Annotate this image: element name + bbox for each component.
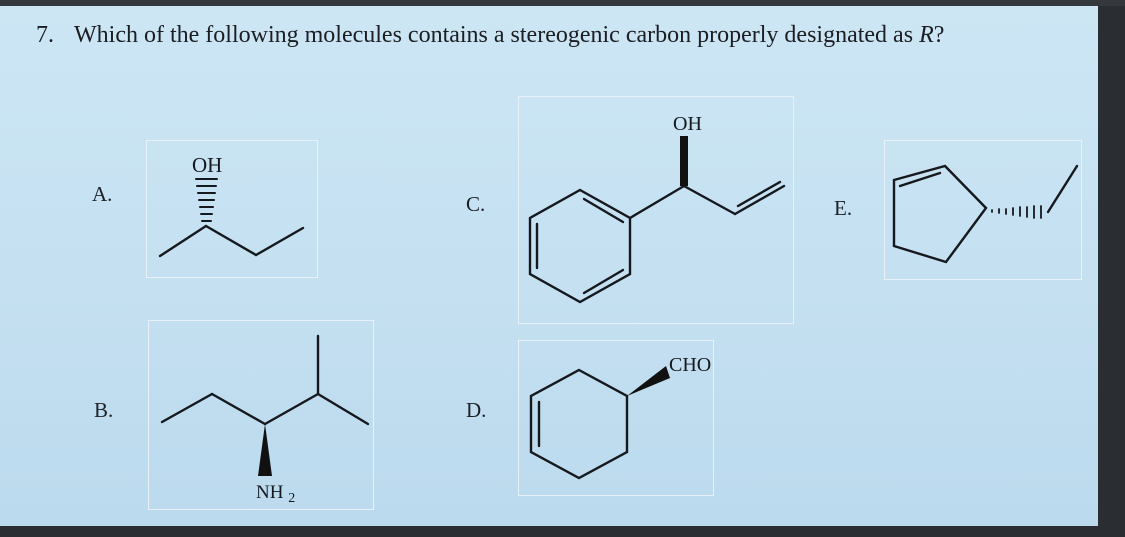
wedge-bond: [258, 424, 272, 476]
wedge-bond: [680, 136, 688, 186]
option-b-label: B.: [94, 398, 114, 422]
option-c-label: C.: [466, 192, 486, 216]
question-punctuation: ?: [933, 22, 945, 48]
option-d-molecule: [531, 370, 627, 478]
option-a-molecule: [160, 179, 303, 256]
option-c-oh-label: OH: [673, 113, 702, 135]
hashed-bond: [992, 206, 1041, 218]
question-designation: R: [919, 22, 934, 48]
option-e-label: E.: [834, 196, 853, 220]
hashed-bond: [196, 179, 217, 221]
option-d-label: D.: [466, 398, 487, 422]
option-d-cho-label: CHO: [669, 354, 712, 376]
option-c-molecule: [530, 182, 784, 302]
wedge-bond: [627, 366, 670, 396]
option-a-oh-label: OH: [192, 153, 223, 177]
option-a-label: A.: [92, 182, 113, 206]
question-stem: Which of the following molecules contains a stereogenic carbon properly designated as: [74, 22, 914, 48]
option-b-nh2-label: NH $_2$: [256, 482, 296, 506]
option-e-molecule: [894, 166, 1077, 262]
option-b-molecule: [162, 336, 368, 424]
question-number: 7.: [36, 22, 54, 48]
